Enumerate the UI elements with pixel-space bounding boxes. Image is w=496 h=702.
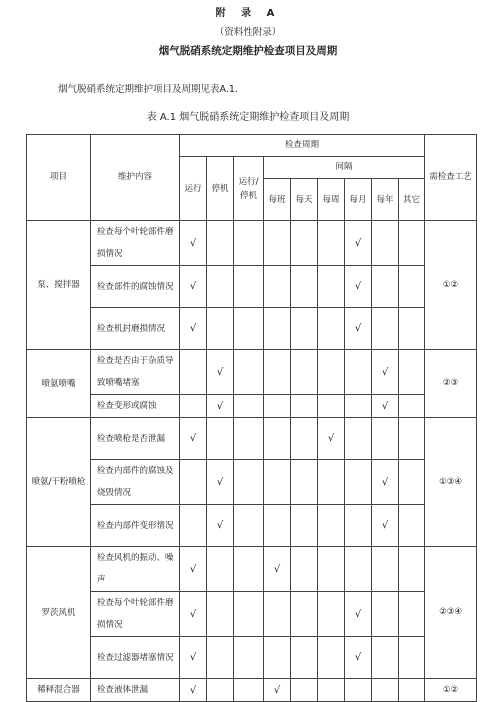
table-row (27, 395, 477, 418)
table-row (27, 308, 477, 350)
cell-other (399, 547, 425, 592)
cell-run-stop (234, 418, 264, 460)
header-stopped: 停机 (207, 157, 234, 221)
cell-week (318, 395, 345, 418)
cell-stopped (207, 592, 234, 637)
cell-day (291, 418, 318, 460)
cell-month (345, 505, 372, 547)
cell-shift (264, 637, 291, 679)
cell-year (372, 418, 399, 460)
cell-day (291, 460, 318, 505)
cell-day (291, 350, 318, 395)
cell-run-stop (234, 266, 264, 308)
group-name: 喷氨喷嘴 (27, 350, 91, 418)
cell-day (291, 679, 318, 702)
cell-stopped (207, 266, 234, 308)
maintenance-content: 检查每个叶轮部件磨损情况 (91, 592, 180, 637)
cell-shift (264, 395, 291, 418)
appendix-heading: 附 录 A (215, 8, 281, 19)
cell-week (318, 505, 345, 547)
group-name: 泵、搅拌器 (27, 221, 91, 350)
cell-week (318, 679, 345, 702)
cell-other (399, 308, 425, 350)
cell-run-stop (234, 308, 264, 350)
table-row (27, 460, 477, 505)
group-name: 罗茨风机 (27, 547, 91, 679)
cell-month (345, 679, 372, 702)
cell-day (291, 592, 318, 637)
cell-stopped: √ (207, 460, 234, 505)
maintenance-content: 检查是否由于杂质导致喷嘴堵塞 (91, 350, 180, 395)
cell-day (291, 266, 318, 308)
cell-other (399, 679, 425, 702)
group-process: ①② (425, 679, 477, 702)
table-row (27, 266, 477, 308)
header-period: 检查周期 (180, 135, 425, 157)
maintenance-content: 检查风机的振动、噪声 (91, 547, 180, 592)
cell-day (291, 505, 318, 547)
cell-year (372, 679, 399, 702)
cell-other (399, 505, 425, 547)
cell-day (291, 395, 318, 418)
cell-month: √ (345, 592, 372, 637)
maintenance-content: 检查内部件的腐蚀及烧毁情况 (91, 460, 180, 505)
cell-stopped (207, 637, 234, 679)
header-content: 维护内容 (91, 135, 180, 221)
cell-running (180, 350, 207, 395)
cell-run-stop (234, 350, 264, 395)
cell-other (399, 221, 425, 266)
table-row (27, 592, 477, 637)
header-running: 运行 (180, 157, 207, 221)
cell-run-stop (234, 505, 264, 547)
cell-running: √ (180, 592, 207, 637)
cell-month (345, 547, 372, 592)
cell-week (318, 547, 345, 592)
cell-running: √ (180, 266, 207, 308)
cell-other (399, 395, 425, 418)
maintenance-content: 检查喷枪是否泄漏 (91, 418, 180, 460)
cell-day (291, 637, 318, 679)
table-row (27, 418, 477, 460)
cell-shift: √ (264, 547, 291, 592)
maintenance-content: 检查机封磨损情况 (91, 308, 180, 350)
cell-run-stop (234, 460, 264, 505)
cell-year (372, 308, 399, 350)
appendix-title: 烟气脱硝系统定期维护检查项目及周期 (158, 45, 338, 57)
group-process: ②③④ (425, 547, 477, 679)
cell-month (345, 418, 372, 460)
cell-week (318, 221, 345, 266)
cell-shift (264, 266, 291, 308)
cell-shift (264, 418, 291, 460)
cell-week: √ (318, 418, 345, 460)
cell-shift (264, 505, 291, 547)
cell-shift (264, 221, 291, 266)
maintenance-content: 检查部件的腐蚀情况 (91, 266, 180, 308)
header-process: 需检查工艺 (425, 135, 477, 221)
header-per-year: 每年 (372, 179, 399, 221)
cell-running (180, 505, 207, 547)
cell-stopped: √ (207, 395, 234, 418)
maintenance-table (26, 134, 477, 702)
group-name: 喷氨/干粉喷枪 (27, 418, 91, 547)
cell-week (318, 308, 345, 350)
header-per-month: 每月 (345, 179, 372, 221)
cell-month (345, 350, 372, 395)
cell-running: √ (180, 221, 207, 266)
cell-running: √ (180, 547, 207, 592)
cell-shift (264, 308, 291, 350)
cell-year: √ (372, 350, 399, 395)
cell-running: √ (180, 679, 207, 702)
cell-month: √ (345, 308, 372, 350)
header-item: 项目 (27, 135, 91, 221)
cell-other (399, 460, 425, 505)
cell-run-stop (234, 221, 264, 266)
cell-week (318, 592, 345, 637)
cell-other (399, 350, 425, 395)
cell-month (345, 395, 372, 418)
cell-year (372, 547, 399, 592)
cell-year (372, 592, 399, 637)
cell-running (180, 460, 207, 505)
header-other: 其它 (399, 179, 425, 221)
cell-month: √ (345, 266, 372, 308)
maintenance-content: 检查变形或腐蚀 (91, 395, 180, 418)
cell-week (318, 637, 345, 679)
cell-run-stop (234, 637, 264, 679)
cell-year: √ (372, 505, 399, 547)
cell-running: √ (180, 308, 207, 350)
group-process: ①② (425, 221, 477, 350)
maintenance-content: 检查内部件变形情况 (91, 505, 180, 547)
cell-stopped: √ (207, 350, 234, 395)
cell-week (318, 350, 345, 395)
table-row (27, 505, 477, 547)
cell-other (399, 266, 425, 308)
cell-stopped (207, 308, 234, 350)
cell-run-stop (234, 679, 264, 702)
header-per-day: 每天 (291, 179, 318, 221)
cell-shift: √ (264, 679, 291, 702)
maintenance-content: 检查液体泄漏 (91, 679, 180, 702)
cell-year: √ (372, 460, 399, 505)
cell-week (318, 460, 345, 505)
cell-stopped (207, 547, 234, 592)
table-caption: 表 A.1 烟气脱硝系统定期维护检查项目及周期 (146, 112, 350, 123)
cell-stopped (207, 221, 234, 266)
cell-other (399, 418, 425, 460)
header-run-stop: 运行/停机 (234, 157, 264, 221)
cell-year (372, 637, 399, 679)
appendix-note: （资料性附录） (214, 27, 282, 38)
cell-stopped (207, 679, 234, 702)
intro-paragraph: 烟气脱硝系统定期维护项目及周期见表A.1. (58, 84, 238, 95)
cell-shift (264, 592, 291, 637)
cell-year: √ (372, 395, 399, 418)
maintenance-content: 检查每个叶轮部件磨损情况 (91, 221, 180, 266)
header-interval: 间隔 (264, 157, 425, 179)
header-per-week: 每周 (318, 179, 345, 221)
cell-run-stop (234, 592, 264, 637)
cell-other (399, 592, 425, 637)
cell-year (372, 266, 399, 308)
table-row (27, 547, 477, 592)
header-per-shift: 每班 (264, 179, 291, 221)
cell-other (399, 637, 425, 679)
maintenance-content: 检查过滤器堵塞情况 (91, 637, 180, 679)
cell-month: √ (345, 637, 372, 679)
cell-day (291, 547, 318, 592)
cell-year (372, 221, 399, 266)
cell-shift (264, 460, 291, 505)
cell-running: √ (180, 637, 207, 679)
table-row (27, 637, 477, 679)
group-name: 稀释混合器 (27, 679, 91, 702)
cell-week (318, 266, 345, 308)
table-row (27, 221, 477, 266)
cell-month (345, 460, 372, 505)
group-process: ①③④ (425, 418, 477, 547)
cell-day (291, 308, 318, 350)
cell-running: √ (180, 418, 207, 460)
table-row (27, 350, 477, 395)
cell-day (291, 221, 318, 266)
cell-shift (264, 350, 291, 395)
cell-run-stop (234, 395, 264, 418)
cell-run-stop (234, 547, 264, 592)
cell-stopped: √ (207, 505, 234, 547)
cell-month: √ (345, 221, 372, 266)
group-process: ②③ (425, 350, 477, 418)
cell-running (180, 395, 207, 418)
table-row (27, 679, 477, 702)
cell-stopped (207, 418, 234, 460)
